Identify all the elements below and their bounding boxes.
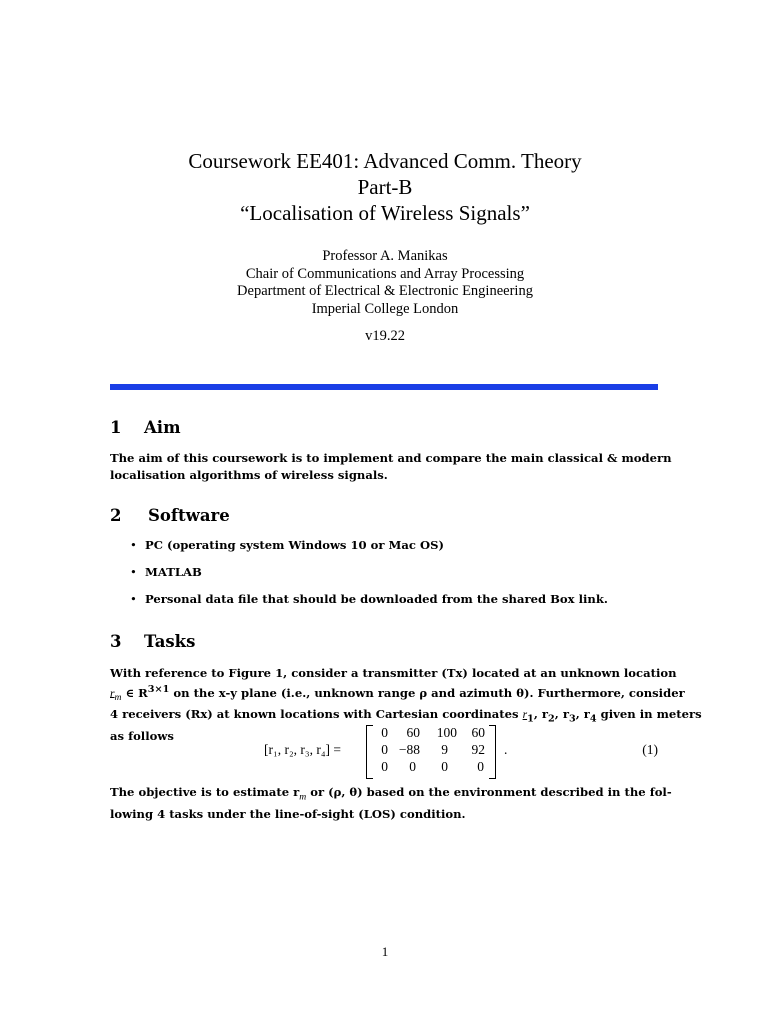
equation-1 bbox=[110, 724, 658, 780]
list-item-text: PC (operating system Windows 10 or Mac OS) bbox=[145, 538, 444, 552]
list-item-text: MATLAB bbox=[145, 565, 202, 579]
text-run: on the x-y plane (i.e., unknown range ρ and azimuth θ). Furthermore, consider bbox=[169, 685, 685, 700]
subscript: 3 bbox=[568, 713, 576, 725]
section-heading-tasks bbox=[110, 632, 195, 651]
matrix-row bbox=[376, 742, 488, 759]
matrix-cell: 9 bbox=[441, 742, 448, 757]
list-item-text: Personal data file that should be downloaded from the shared Box link. bbox=[145, 592, 608, 606]
title-block bbox=[0, 148, 770, 226]
software-list bbox=[130, 538, 660, 619]
matrix-left-bracket bbox=[366, 725, 373, 779]
subscript: m bbox=[114, 691, 122, 703]
bullet-icon: • bbox=[130, 565, 137, 579]
text-run: The objective is to estimate r bbox=[110, 785, 300, 799]
matrix-cell: 0 bbox=[381, 742, 388, 757]
matrix-cell: 0 bbox=[381, 725, 388, 740]
subscript: 2 bbox=[548, 713, 555, 725]
author-chair: Chair of Communications and Array Processing bbox=[245, 265, 525, 282]
tasks-intro-line-2 bbox=[110, 682, 685, 707]
page-number: 1 bbox=[381, 944, 389, 959]
matrix-cell: 0 bbox=[409, 759, 416, 774]
objective-paragraph bbox=[110, 784, 672, 822]
section-title: Software bbox=[148, 506, 230, 525]
objective-line-1 bbox=[110, 784, 672, 806]
text-run: or (ρ, θ) based on the environment described in the fol- bbox=[306, 785, 672, 799]
version-label: v19.22 bbox=[365, 328, 405, 344]
equation-number: (1) bbox=[642, 742, 658, 757]
matrix-right-bracket bbox=[489, 725, 496, 779]
matrix-row bbox=[376, 725, 488, 742]
author-block bbox=[0, 248, 770, 318]
list-item bbox=[130, 538, 660, 565]
matrix-cell: −88 bbox=[398, 742, 420, 757]
coordinate-matrix bbox=[366, 724, 496, 778]
matrix-cell: 0 bbox=[441, 759, 448, 774]
matrix-cell: 60 bbox=[471, 725, 485, 740]
text-run: , r bbox=[533, 707, 549, 722]
matrix-cell: 100 bbox=[436, 725, 457, 740]
list-item bbox=[130, 592, 660, 619]
text-run: , r bbox=[554, 707, 569, 722]
aim-line-1: The aim of this coursework is to implement and compare the main classical & modern bbox=[110, 451, 672, 465]
section-title: Aim bbox=[144, 418, 181, 437]
author-name: Professor A. Manikas bbox=[322, 248, 448, 264]
text-run: 4 receivers (Rx) at known locations with Cartesian coordinates bbox=[110, 707, 523, 722]
author-institution: Imperial College London bbox=[311, 300, 459, 317]
matrix-cell: 92 bbox=[471, 742, 485, 757]
bullet-icon: • bbox=[130, 538, 137, 552]
section-number: 2 bbox=[110, 506, 122, 525]
text-run: ∈ R bbox=[121, 685, 148, 700]
matrix-cell: 0 bbox=[381, 759, 388, 774]
aim-paragraph bbox=[110, 450, 672, 483]
accent-divider bbox=[110, 384, 658, 390]
matrix-cell: 60 bbox=[406, 725, 420, 740]
vector-symbol: r bbox=[522, 708, 528, 722]
section-number: 1 bbox=[110, 418, 122, 437]
subscript: m bbox=[299, 791, 307, 803]
matrix-row bbox=[376, 759, 488, 776]
equation-period: . bbox=[504, 742, 508, 757]
tasks-intro-line-4: as follows bbox=[110, 728, 174, 743]
superscript: 3×1 bbox=[147, 683, 170, 695]
objective-line-2: lowing 4 tasks under the line-of-sight (LOS) condition. bbox=[110, 806, 466, 821]
section-title: Tasks bbox=[144, 632, 196, 651]
bullet-icon: • bbox=[130, 592, 137, 606]
tasks-intro-line-1: With reference to Figure 1, consider a transmitter (Tx) located at an unknown location bbox=[110, 666, 677, 680]
matrix-cell: 0 bbox=[477, 759, 484, 774]
title-line-2: Part-B bbox=[357, 175, 413, 199]
subscript: 1 bbox=[527, 713, 534, 725]
author-department: Department of Electrical & Electronic Engineering bbox=[237, 283, 533, 299]
section-heading-aim bbox=[110, 418, 181, 437]
title-line-3: “Localisation of Wireless Signals” bbox=[240, 201, 530, 225]
text-run: given in meters bbox=[596, 707, 702, 722]
equation-lhs: [r₁, r₂, r₃, r₄] = bbox=[264, 742, 342, 757]
vector-symbol: r bbox=[110, 686, 115, 700]
section-heading-software bbox=[110, 506, 230, 525]
text-run: , r bbox=[575, 707, 590, 722]
title-line-1: Coursework EE401: Advanced Comm. Theory bbox=[188, 149, 582, 173]
subscript: 4 bbox=[589, 713, 597, 725]
aim-line-2: localisation algorithms of wireless signals. bbox=[110, 467, 388, 482]
section-number: 3 bbox=[110, 632, 122, 651]
list-item bbox=[130, 565, 660, 592]
